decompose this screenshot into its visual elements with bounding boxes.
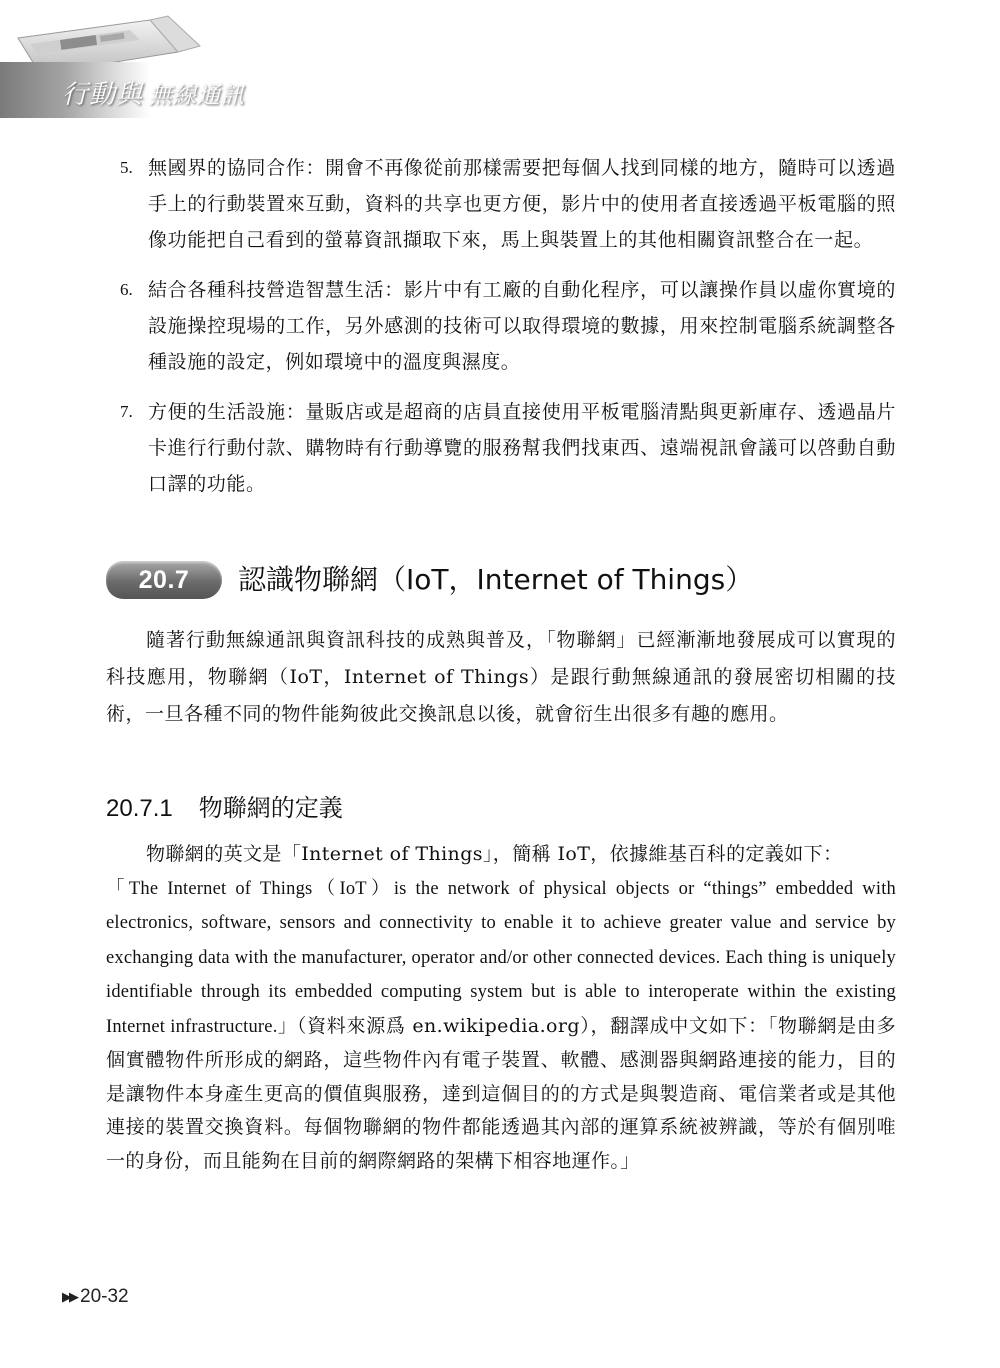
page-footer bbox=[62, 1286, 129, 1308]
definition-english-quote: 「The Internet of Things（IoT）is the network of physical objects or “things” embedded with electronics, software, sensors and connectivity to enable it to achieve greater value and service by exchanging data with the manufacturer, operator and/or other connected devices. Each thing is uniquely identifiable through its embedded computing system but is able to interoperate within the existing Internet infrastructure.」 bbox=[106, 878, 896, 1037]
chapter-header-band bbox=[0, 0, 1000, 130]
list-item-number: 5. bbox=[120, 158, 133, 177]
section-intro-paragraph: 隨著行動無線通訊與資訊科技的成熟與普及，「物聯網」已經漸漸地發展成可以實現的科技應用，物聯網（IoT，Internet of Things）是跟行動無線通訊的發展密切相關的技術，一旦各種不同的物件能夠彼此交換訊息以後，就會衍生出很多有趣的應用。 bbox=[106, 629, 896, 725]
numbered-list bbox=[120, 150, 896, 516]
definition-paragraph bbox=[106, 838, 896, 1178]
page-number: 20-32 bbox=[80, 1286, 129, 1307]
list-item-text: 方便的生活設施：量販店或是超商的店員直接使用平板電腦清點與更新庫存、透過晶片卡進行行動付款、購物時有行動導覽的服務幫我們找東西、遠端視訊會議可以啓動自動口譯的功能。 bbox=[148, 401, 896, 495]
subsection-title: 物聯網的定義 bbox=[198, 794, 343, 822]
double-arrow-icon: ▶▶ bbox=[62, 1289, 76, 1304]
list-item-text: 無國界的協同合作：開會不再像從前那樣需要把每個人找到同樣的地方，隨時可以透過手上的行動裝置來互動，資料的共享也更方便，影片中的使用者直接透過平板電腦的照像功能把自己看到的螢幕資訊擷取下來，馬上與裝置上的其他相關資訊整合在一起。 bbox=[148, 157, 896, 251]
header-title-part2: 無線通訊 bbox=[149, 83, 246, 109]
list-item-text: 結合各種科技營造智慧生活：影片中有工廠的自動化程序，可以讓操作員以虛你實境的設施操控現場的工作，另外感測的技術可以取得環境的數據，用來控制電腦系統調整各種設施的設定，例如環境中的溫度與濕度。 bbox=[148, 279, 896, 373]
definition-source: （資料來源爲 en.wikipedia.org）， bbox=[296, 1014, 611, 1037]
list-item bbox=[120, 394, 896, 502]
section-heading bbox=[106, 557, 906, 601]
section-title: 認識物聯網（IoT，Internet of Things） bbox=[238, 563, 754, 596]
running-header-title bbox=[62, 74, 245, 111]
definition-lead: 物聯網的英文是「Internet of Things」，簡稱 IoT，依據維基百科的定義如下： bbox=[146, 843, 843, 865]
list-item bbox=[120, 272, 896, 380]
subsection-heading bbox=[106, 786, 343, 831]
subsection-number: 20.7.1 bbox=[106, 795, 173, 822]
list-item bbox=[120, 150, 896, 258]
definition-translation: 翻譯成中文如下：「物聯網是由多個實體物件所形成的網路，這些物件內有電子裝置、軟體、感測器與網路連接的能力，目的是讓物件本身產生更高的價值與服務，達到這個目的的方式是與製造商、電信業者或是其他連接的裝置交換資料。每個物聯網的物件都能透過其內部的運算系統被辨識，等於有個別唯一的身份，而且能夠在目前的網際網路的架構下相容地運作。」 bbox=[106, 1014, 896, 1172]
section-number-badge: 20.7 bbox=[106, 561, 222, 599]
list-item-number: 7. bbox=[120, 402, 133, 421]
list-item-number: 6. bbox=[120, 280, 133, 299]
header-title-part1: 行動與 bbox=[62, 80, 144, 110]
